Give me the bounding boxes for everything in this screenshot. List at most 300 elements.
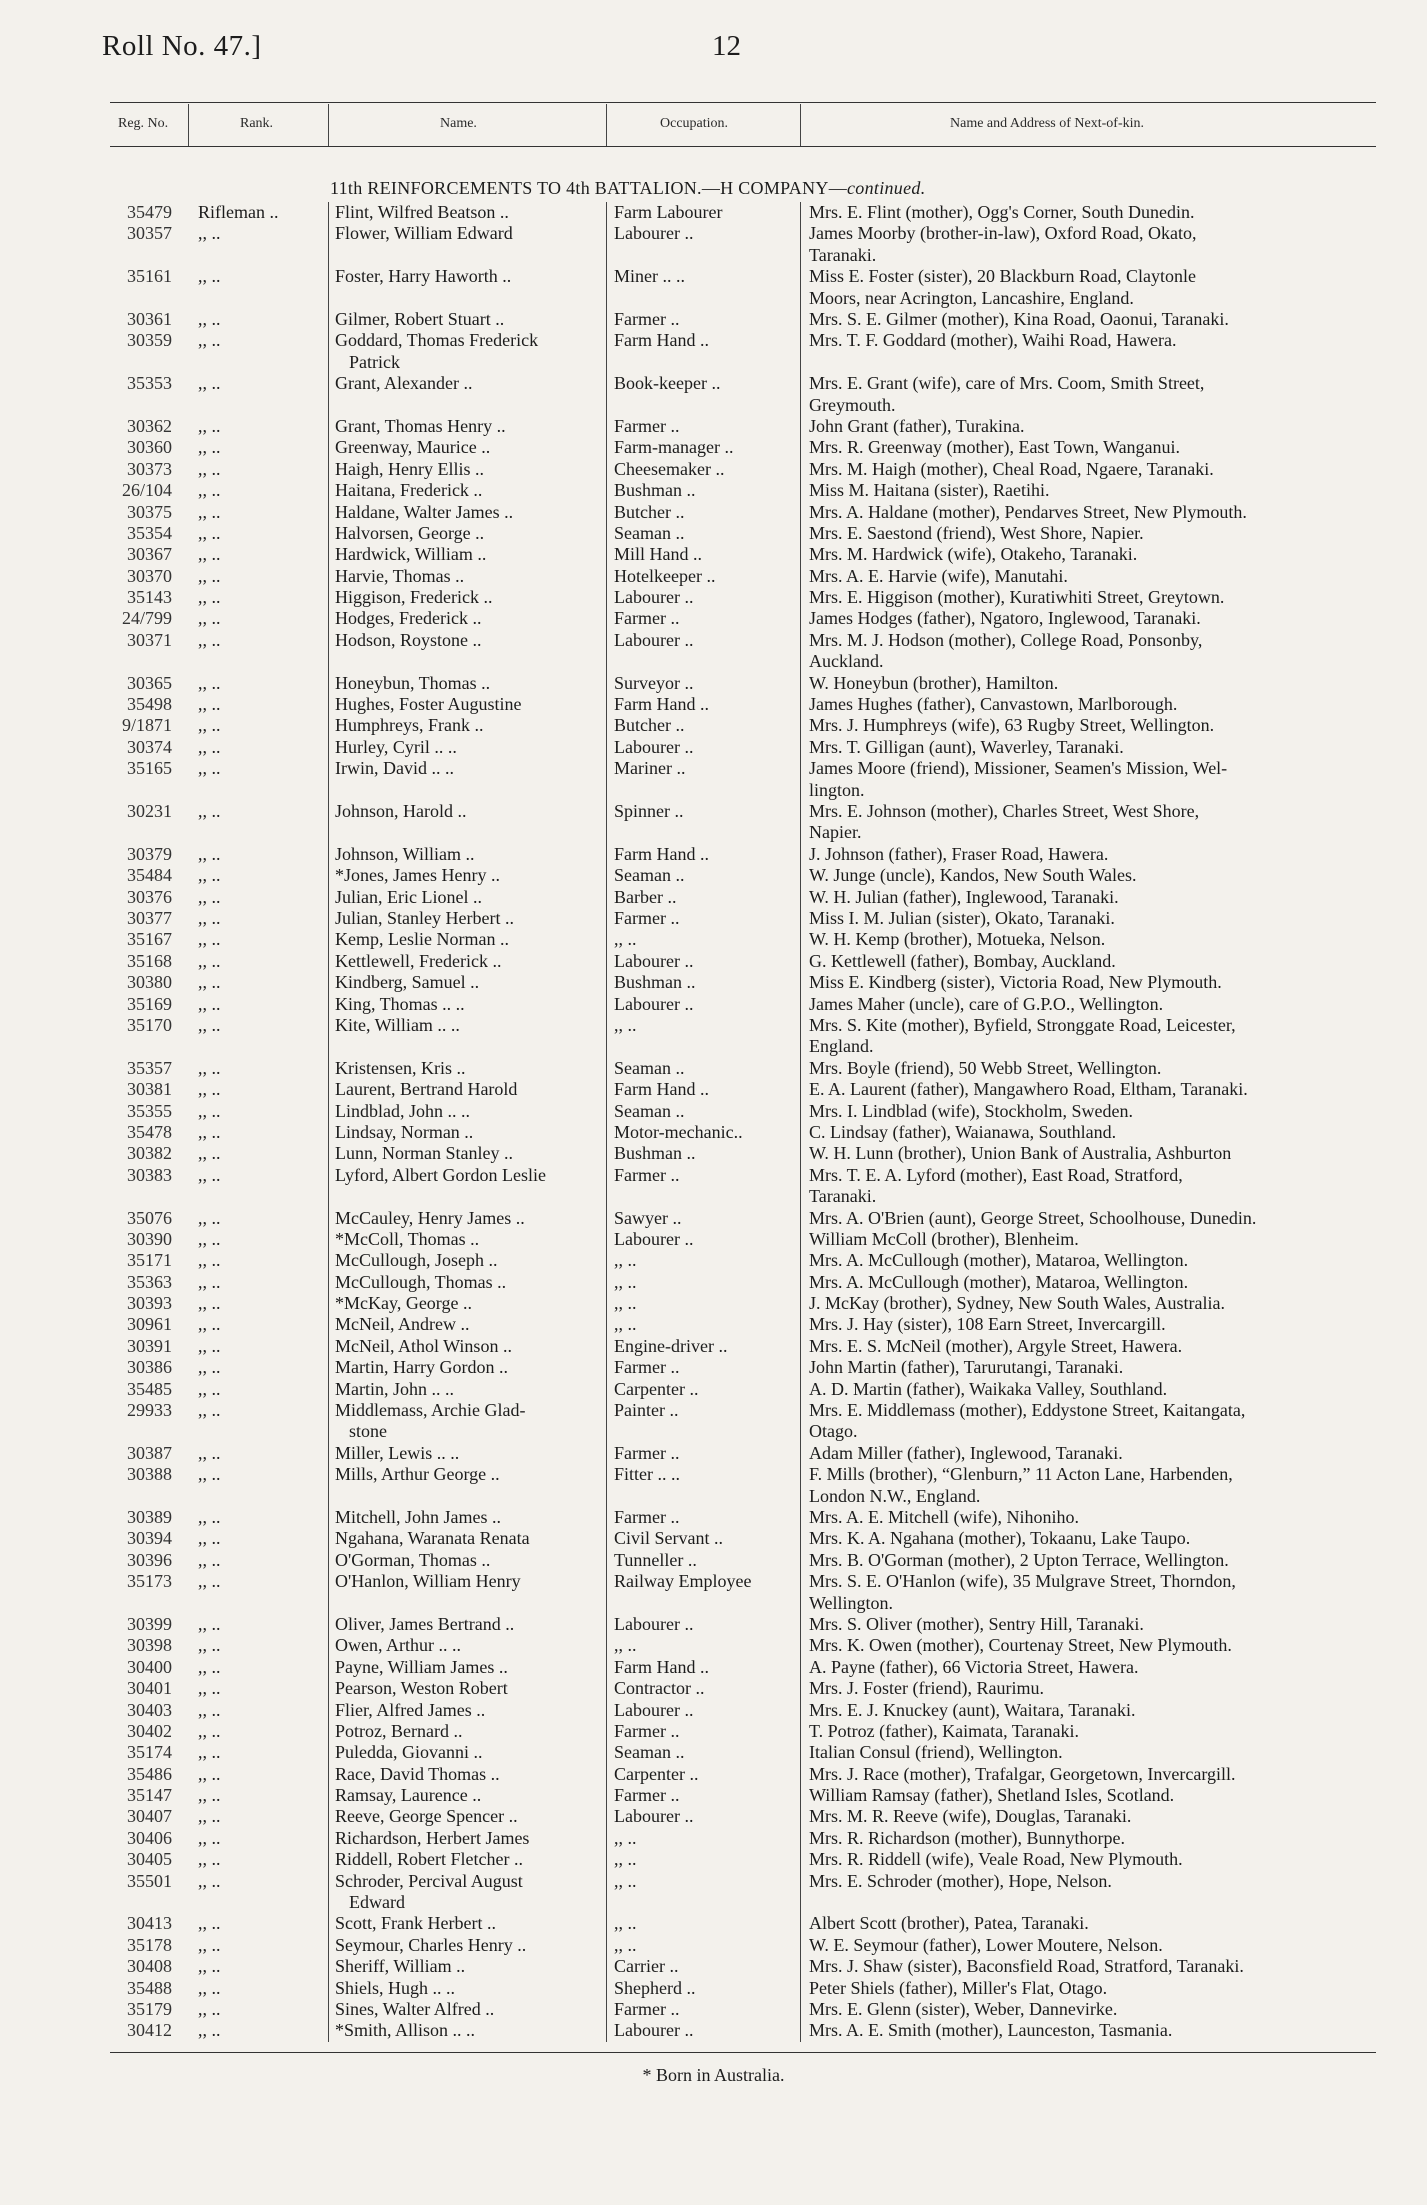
next-of-kin-cell-text: Mrs. I. Lindblad (wife), Stockholm, Sweden.	[809, 1100, 1133, 1121]
rank-cell	[198, 1015, 308, 1036]
roll-number: Roll No. 47.]	[102, 30, 262, 62]
occupation-cell	[614, 330, 794, 351]
next-of-kin-cell-text: Mrs. T. F. Goddard (mother), Waihi Road, Hawera.	[809, 330, 1177, 351]
rank-cell	[198, 437, 308, 458]
reg-no-cell-text: 35488	[127, 1977, 172, 1998]
table-row	[0, 1764, 1427, 1785]
reg-no-cell-text: 30413	[127, 1913, 172, 1934]
next-of-kin-cell-text: W. Junge (uncle), Kandos, New South Wales.	[809, 865, 1137, 886]
next-of-kin-cell	[809, 1913, 1374, 1934]
name-cell	[335, 1742, 593, 1763]
table-row	[0, 1272, 1427, 1293]
occupation-cell-text: Labourer ..	[614, 1806, 694, 1827]
occupation-cell-text: Bushman ..	[614, 1143, 696, 1164]
rank-cell	[198, 1379, 308, 1400]
next-of-kin-cell-continuation: lington.	[809, 779, 865, 800]
next-of-kin-cell-text: Mrs. R. Greenway (mother), East Town, Wanganui.	[809, 437, 1181, 458]
name-cell-text: *Jones, James Henry ..	[335, 865, 500, 886]
table-row	[0, 1165, 1427, 1208]
occupation-cell-text: ,, ..	[614, 929, 637, 950]
table-row	[0, 972, 1427, 993]
next-of-kin-cell-text: Mrs. M. R. Reeve (wife), Douglas, Taranaki.	[809, 1806, 1132, 1827]
name-cell-text: Julian, Stanley Herbert ..	[335, 908, 514, 928]
occupation-cell-text: Seaman ..	[614, 1742, 685, 1763]
occupation-cell	[614, 1250, 794, 1271]
rank-cell	[198, 1956, 308, 1977]
rank-cell	[198, 1742, 308, 1763]
reg-no-cell	[90, 373, 172, 394]
name-cell-text: Hodson, Roystone ..	[335, 629, 482, 650]
name-cell-text: Middlemass, Archie Glad-	[335, 1400, 526, 1421]
name-cell-text: McNeil, Andrew ..	[335, 1314, 470, 1335]
name-cell-text: Sines, Walter Alfred ..	[335, 1999, 495, 2020]
occupation-cell	[614, 758, 794, 779]
rank-cell	[198, 1913, 308, 1934]
next-of-kin-cell-text: James Hughes (father), Canvastown, Marlborough.	[809, 694, 1178, 715]
section-heading-continued: continued.	[847, 178, 926, 198]
name-cell-text: Sheriff, William ..	[335, 1956, 466, 1977]
reg-no-cell-text: 30400	[127, 1656, 172, 1677]
rank-cell	[198, 523, 308, 544]
occupation-cell-text: Farmer ..	[614, 908, 680, 928]
rank-cell	[198, 1208, 308, 1229]
rank-cell-text: ,, ..	[198, 865, 221, 886]
next-of-kin-cell	[809, 416, 1374, 437]
reg-no-cell	[90, 801, 172, 822]
next-of-kin-cell	[809, 1058, 1374, 1079]
occupation-cell	[614, 951, 794, 972]
name-cell-continuation: stone	[349, 1421, 387, 1442]
occupation-cell-text: Farmer ..	[614, 1720, 680, 1741]
occupation-cell	[614, 673, 794, 694]
column-divider	[188, 104, 189, 146]
rank-cell-text: ,, ..	[198, 373, 221, 394]
header-rule-top	[110, 102, 1376, 103]
name-cell-text: Kristensen, Kris ..	[335, 1057, 466, 1078]
name-cell-text: Race, David Thomas ..	[335, 1763, 500, 1784]
next-of-kin-cell-text: J. McKay (brother), Sydney, New South Wales, Australia.	[809, 1293, 1225, 1314]
rank-cell	[198, 502, 308, 523]
name-cell	[335, 330, 593, 373]
rank-cell-text: ,, ..	[198, 1271, 221, 1292]
name-cell	[335, 1956, 593, 1977]
rank-cell	[198, 673, 308, 694]
next-of-kin-cell-text: Mrs. Boyle (friend), 50 Webb Street, Wellington.	[809, 1057, 1162, 1078]
occupation-cell-text: Labourer ..	[614, 1228, 694, 1249]
name-cell-text: McNeil, Athol Winson ..	[335, 1335, 512, 1356]
occupation-cell-text: Labourer ..	[614, 629, 694, 650]
next-of-kin-cell-text: Mrs. S. E. O'Hanlon (wife), 35 Mulgrave Street, Thorndon,	[809, 1571, 1236, 1592]
next-of-kin-cell-text: John Grant (father), Turakina.	[809, 415, 1025, 436]
next-of-kin-cell	[809, 1849, 1374, 1870]
next-of-kin-cell-text: F. Mills (brother), “Glenburn,” 11 Acton Lane, Harbenden,	[809, 1464, 1233, 1485]
next-of-kin-cell-continuation: Wellington.	[809, 1592, 894, 1613]
reg-no-cell	[90, 758, 172, 779]
name-cell-text: Mitchell, John James ..	[335, 1507, 501, 1527]
occupation-cell	[614, 1806, 794, 1827]
rank-cell	[198, 330, 308, 351]
occupation-cell-text: ,, ..	[614, 1250, 637, 1271]
next-of-kin-cell	[809, 1314, 1374, 1335]
next-of-kin-cell-text: James Hodges (father), Ngatoro, Inglewood, Taranaki.	[809, 608, 1201, 629]
rank-cell	[198, 758, 308, 779]
rank-cell-text: ,, ..	[198, 1057, 221, 1078]
name-cell-text: Kite, William .. ..	[335, 1014, 460, 1035]
table-row	[0, 1657, 1427, 1678]
name-cell	[335, 801, 593, 822]
reg-no-cell	[90, 459, 172, 480]
rank-cell-text: ,, ..	[198, 587, 221, 608]
occupation-cell-text: Sawyer ..	[614, 1207, 682, 1228]
occupation-cell	[614, 1571, 794, 1592]
rank-cell-text: ,, ..	[198, 308, 221, 329]
next-of-kin-cell-text: Mrs. E. J. Knuckey (aunt), Waitara, Taranaki.	[809, 1699, 1136, 1720]
reg-no-cell-text: 35355	[127, 1100, 172, 1121]
rank-cell	[198, 1678, 308, 1699]
roll-table	[0, 202, 1427, 2042]
name-cell	[335, 502, 593, 523]
rank-cell	[198, 1336, 308, 1357]
rank-cell	[198, 1871, 308, 1892]
reg-no-cell	[90, 1978, 172, 1999]
table-row	[0, 1571, 1427, 1614]
rank-cell-text: ,, ..	[198, 1827, 221, 1848]
column-header-name: Name.	[440, 116, 477, 131]
name-cell-text: Halvorsen, George ..	[335, 522, 485, 543]
name-cell-text: Kindberg, Samuel ..	[335, 972, 480, 993]
reg-no-cell-text: 30398	[127, 1635, 172, 1656]
table-row	[0, 587, 1427, 608]
reg-no-cell-text: 35498	[127, 694, 172, 715]
occupation-cell-text: Hotelkeeper ..	[614, 565, 716, 586]
name-cell	[335, 1400, 593, 1443]
table-row	[0, 1614, 1427, 1635]
occupation-cell-text: Bushman ..	[614, 480, 696, 501]
reg-no-cell	[90, 1165, 172, 1186]
next-of-kin-cell	[809, 972, 1374, 993]
next-of-kin-cell-text: Mrs. E. Grant (wife), care of Mrs. Coom, Smith Street,	[809, 373, 1205, 394]
rank-cell	[198, 1464, 308, 1485]
reg-no-cell	[90, 908, 172, 929]
name-cell-text: Johnson, Harold ..	[335, 801, 467, 822]
next-of-kin-cell-text: W. H. Lunn (brother), Union Bank of Australia, Ashburton	[809, 1143, 1232, 1164]
rank-cell-text: ,, ..	[198, 1785, 221, 1806]
rank-cell	[198, 630, 308, 651]
occupation-cell	[614, 1507, 794, 1528]
next-of-kin-cell	[809, 715, 1374, 736]
name-cell	[335, 1849, 593, 1870]
occupation-cell	[614, 801, 794, 822]
reg-no-cell	[90, 1379, 172, 1400]
next-of-kin-cell-text: E. A. Laurent (father), Mangawhero Road, Eltham, Taranaki.	[809, 1079, 1248, 1100]
occupation-cell-text: Butcher ..	[614, 501, 685, 522]
table-row	[0, 1079, 1427, 1100]
reg-no-cell	[90, 1550, 172, 1571]
occupation-cell	[614, 373, 794, 394]
table-row	[0, 1058, 1427, 1079]
name-cell-text: McCullough, Joseph ..	[335, 1250, 498, 1271]
rank-cell	[198, 972, 308, 993]
next-of-kin-cell	[809, 844, 1374, 865]
table-row	[0, 1122, 1427, 1143]
reg-no-cell-text: 30380	[127, 972, 172, 993]
next-of-kin-cell-text: Mrs. E. Glenn (sister), Weber, Dannevirke.	[809, 1999, 1118, 2020]
name-cell-text: Lyford, Albert Gordon Leslie	[335, 1164, 546, 1185]
name-cell-text: McCauley, Henry James ..	[335, 1207, 525, 1228]
occupation-cell-text: ,, ..	[614, 1827, 637, 1848]
table-row	[0, 1785, 1427, 1806]
rank-cell-text: ,, ..	[198, 672, 221, 693]
rank-cell-text: ,, ..	[198, 1656, 221, 1677]
name-cell	[335, 202, 593, 223]
column-header-next-of-kin: Name and Address of Next-of-kin.	[950, 116, 1145, 131]
rank-cell-text: ,, ..	[198, 1549, 221, 1570]
next-of-kin-cell-continuation: London N.W., England.	[809, 1485, 981, 1506]
rank-cell	[198, 587, 308, 608]
table-row	[0, 1015, 1427, 1058]
reg-no-cell-text: 30394	[127, 1528, 172, 1549]
name-cell	[335, 544, 593, 565]
table-row	[0, 566, 1427, 587]
rank-cell-text: ,, ..	[198, 1913, 221, 1934]
name-cell-text: Laurent, Bertrand Harold	[335, 1079, 518, 1100]
next-of-kin-cell-continuation: Otago.	[809, 1421, 858, 1442]
rank-cell-text: ,, ..	[198, 1314, 221, 1335]
name-cell	[335, 2020, 593, 2041]
rank-cell	[198, 1550, 308, 1571]
rank-cell	[198, 1785, 308, 1806]
name-cell-text: Higgison, Frederick ..	[335, 587, 493, 608]
name-cell-continuation: Patrick	[349, 351, 400, 372]
rank-cell	[198, 1700, 308, 1721]
name-cell-text: *McColl, Thomas ..	[335, 1228, 480, 1249]
next-of-kin-cell-text: Mrs. A. Haldane (mother), Pendarves Street, New Plymouth.	[809, 501, 1247, 522]
reg-no-cell	[90, 951, 172, 972]
reg-no-cell-text: 26/104	[121, 480, 172, 501]
occupation-cell-text: Labourer ..	[614, 993, 694, 1014]
occupation-cell	[614, 1614, 794, 1635]
occupation-cell	[614, 1101, 794, 1122]
table-row	[0, 673, 1427, 694]
rank-cell-text: ,, ..	[198, 736, 221, 757]
rank-cell	[198, 1122, 308, 1143]
reg-no-cell-text: 35076	[127, 1207, 172, 1228]
reg-no-cell-text: 30390	[127, 1228, 172, 1249]
rank-cell-text: ,, ..	[198, 458, 221, 479]
occupation-cell-text: Tunneller ..	[614, 1549, 697, 1570]
next-of-kin-cell-text: Mrs. S. E. Gilmer (mother), Kina Road, Oaonui, Taranaki.	[809, 308, 1229, 329]
rank-cell	[198, 1165, 308, 1186]
rank-cell	[198, 951, 308, 972]
column-divider	[800, 104, 801, 146]
occupation-cell-text: Butcher ..	[614, 715, 685, 736]
next-of-kin-cell	[809, 1443, 1374, 1464]
name-cell-text: Potroz, Bernard ..	[335, 1720, 463, 1741]
rank-cell	[198, 1250, 308, 1271]
rank-cell-text: ,, ..	[198, 1571, 221, 1592]
occupation-cell	[614, 994, 794, 1015]
reg-no-cell	[90, 608, 172, 629]
rank-cell	[198, 1357, 308, 1378]
name-cell-text: *Smith, Allison .. ..	[335, 2020, 476, 2041]
next-of-kin-cell	[809, 1143, 1374, 1164]
table-row	[0, 1828, 1427, 1849]
reg-no-cell	[90, 630, 172, 651]
rank-cell-text: ,, ..	[198, 437, 221, 458]
next-of-kin-cell	[809, 544, 1374, 565]
occupation-cell	[614, 202, 794, 223]
table-row	[0, 1314, 1427, 1335]
rank-cell-text: ,, ..	[198, 993, 221, 1014]
rank-cell-text: ,, ..	[198, 972, 221, 993]
name-cell	[335, 1357, 593, 1378]
occupation-cell-text: Farmer ..	[614, 1164, 680, 1185]
next-of-kin-cell-text: Miss M. Haitana (sister), Raetihi.	[809, 480, 1050, 501]
reg-no-cell	[90, 715, 172, 736]
occupation-cell	[614, 1764, 794, 1785]
reg-no-cell-text: 35178	[127, 1934, 172, 1955]
occupation-cell	[614, 459, 794, 480]
occupation-cell	[614, 2020, 794, 2041]
reg-no-cell-text: 30371	[127, 629, 172, 650]
table-row	[0, 480, 1427, 501]
next-of-kin-cell	[809, 1806, 1374, 1827]
column-header-rank: Rank.	[240, 116, 274, 131]
reg-no-cell	[90, 1314, 172, 1335]
column-divider	[606, 104, 607, 146]
occupation-cell-text: Labourer ..	[614, 587, 694, 608]
next-of-kin-cell-text: Miss I. M. Julian (sister), Okato, Taranaki.	[809, 908, 1115, 928]
rank-cell	[198, 865, 308, 886]
rank-cell-text: ,, ..	[198, 1635, 221, 1656]
rank-cell	[198, 1143, 308, 1164]
next-of-kin-cell	[809, 266, 1374, 309]
reg-no-cell	[90, 480, 172, 501]
name-cell-text: Shiels, Hugh .. ..	[335, 1977, 456, 1998]
occupation-cell	[614, 1742, 794, 1763]
reg-no-cell-text: 35171	[127, 1250, 172, 1271]
rank-cell	[198, 1764, 308, 1785]
reg-no-cell-text: 35165	[127, 758, 172, 779]
name-cell	[335, 1678, 593, 1699]
reg-no-cell	[90, 566, 172, 587]
next-of-kin-cell-continuation: Napier.	[809, 822, 862, 843]
occupation-cell	[614, 1464, 794, 1485]
name-cell	[335, 523, 593, 544]
next-of-kin-cell-text: W. E. Seymour (father), Lower Moutere, Nelson.	[809, 1934, 1163, 1955]
reg-no-cell	[90, 1507, 172, 1528]
rank-cell	[198, 1828, 308, 1849]
next-of-kin-cell	[809, 1614, 1374, 1635]
rank-cell-text: ,, ..	[198, 629, 221, 650]
reg-no-cell-text: 35170	[127, 1014, 172, 1035]
reg-no-cell-text: 30388	[127, 1464, 172, 1485]
reg-no-cell	[90, 416, 172, 437]
next-of-kin-cell	[809, 1871, 1374, 1892]
name-cell	[335, 1079, 593, 1100]
occupation-cell-text: Farmer ..	[614, 1785, 680, 1806]
next-of-kin-cell	[809, 1208, 1374, 1229]
next-of-kin-cell	[809, 1357, 1374, 1378]
reg-no-cell	[90, 1443, 172, 1464]
reg-no-cell	[90, 1143, 172, 1164]
next-of-kin-cell-text: C. Lindsay (father), Waianawa, Southland.	[809, 1121, 1117, 1142]
name-cell-text: McCullough, Thomas ..	[335, 1271, 507, 1292]
occupation-cell-text: Farm Hand ..	[614, 1656, 709, 1677]
next-of-kin-cell-text: Mrs. A. E. Mitchell (wife), Nihoniho.	[809, 1507, 1079, 1527]
occupation-cell	[614, 737, 794, 758]
next-of-kin-cell	[809, 1550, 1374, 1571]
name-cell-text: Humphreys, Frank ..	[335, 715, 484, 736]
name-cell	[335, 1336, 593, 1357]
next-of-kin-cell	[809, 1272, 1374, 1293]
rank-cell	[198, 459, 308, 480]
occupation-cell-text: Bushman ..	[614, 972, 696, 993]
reg-no-cell	[90, 1357, 172, 1378]
rank-cell	[198, 566, 308, 587]
rank-cell-text: ,, ..	[198, 1464, 221, 1485]
table-row	[0, 1208, 1427, 1229]
next-of-kin-cell	[809, 1657, 1374, 1678]
rank-cell-text: ,, ..	[198, 929, 221, 950]
rank-cell	[198, 1635, 308, 1656]
rank-cell-text: ,, ..	[198, 522, 221, 543]
reg-no-cell	[90, 844, 172, 865]
next-of-kin-cell-text: W. Honeybun (brother), Hamilton.	[809, 672, 1059, 693]
occupation-cell-text: Farmer ..	[614, 1357, 680, 1378]
next-of-kin-cell-text: Peter Shiels (father), Miller's Flat, Otago.	[809, 1977, 1108, 1998]
occupation-cell	[614, 523, 794, 544]
table-row	[0, 801, 1427, 844]
reg-no-cell-text: 35353	[127, 373, 172, 394]
next-of-kin-cell-text: Mrs. J. Humphreys (wife), 63 Rugby Street, Wellington.	[809, 715, 1215, 736]
reg-no-cell	[90, 994, 172, 1015]
table-row	[0, 758, 1427, 801]
rank-cell-text: ,, ..	[198, 1400, 221, 1421]
rank-cell-text: ,, ..	[198, 266, 221, 287]
next-of-kin-cell	[809, 758, 1374, 801]
rank-cell-text: ,, ..	[198, 908, 221, 928]
section-heading	[330, 178, 926, 199]
reg-no-cell	[90, 437, 172, 458]
name-cell-text: Pearson, Weston Robert	[335, 1678, 508, 1699]
occupation-cell	[614, 1956, 794, 1977]
rank-cell	[198, 1721, 308, 1742]
name-cell-text: Lindsay, Norman ..	[335, 1121, 474, 1142]
reg-no-cell-text: 30402	[127, 1720, 172, 1741]
rank-cell-text: ,, ..	[198, 1335, 221, 1356]
reg-no-cell	[90, 1464, 172, 1485]
next-of-kin-cell-text: Mrs. J. Foster (friend), Raurimu.	[809, 1678, 1044, 1699]
next-of-kin-cell	[809, 1507, 1374, 1528]
next-of-kin-cell-text: Mrs. T. E. A. Lyford (mother), East Road, Stratford,	[809, 1164, 1183, 1185]
reg-no-cell-text: 35501	[127, 1870, 172, 1891]
occupation-cell	[614, 608, 794, 629]
next-of-kin-cell	[809, 1250, 1374, 1271]
name-cell	[335, 1443, 593, 1464]
next-of-kin-cell-continuation: Greymouth.	[809, 394, 896, 415]
next-of-kin-cell-text: Mrs. E. Schroder (mother), Hope, Nelson.	[809, 1870, 1112, 1891]
next-of-kin-cell	[809, 630, 1374, 673]
reg-no-cell-text: 30403	[127, 1699, 172, 1720]
reg-no-cell	[90, 330, 172, 351]
reg-no-cell-text: 30408	[127, 1956, 172, 1977]
rank-cell	[198, 1314, 308, 1335]
column-divider	[328, 104, 329, 146]
next-of-kin-cell-text: Mrs. T. Gilligan (aunt), Waverley, Taranaki.	[809, 736, 1124, 757]
occupation-cell-text: ,, ..	[614, 1934, 637, 1955]
name-cell	[335, 1122, 593, 1143]
